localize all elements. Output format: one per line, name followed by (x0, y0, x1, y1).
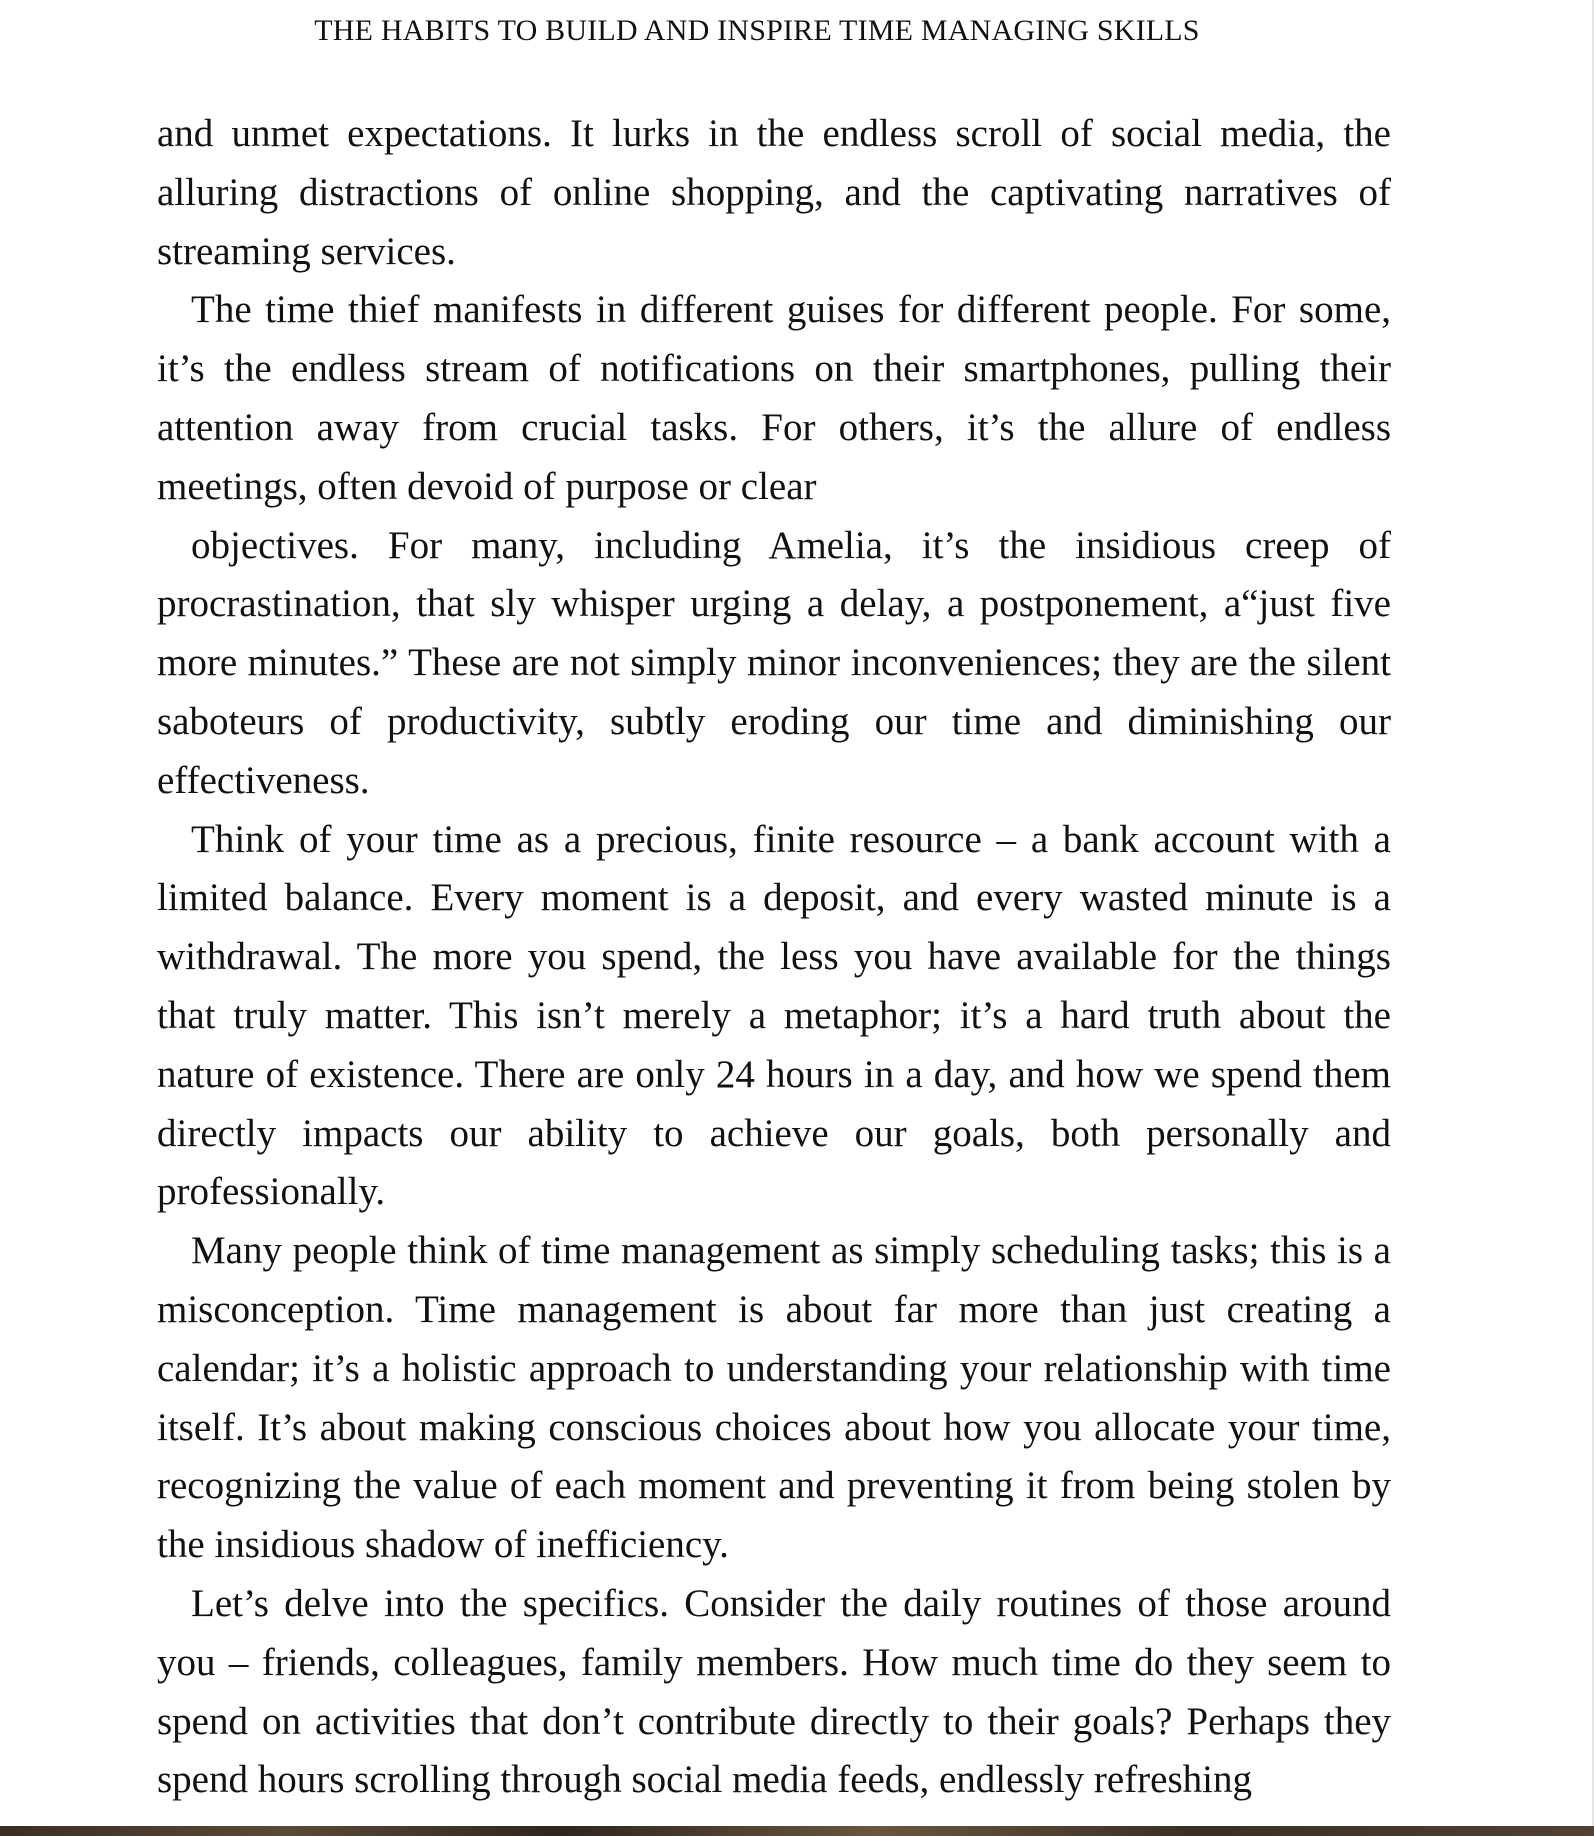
paragraph-5: Many people think of time management as simply scheduling tasks; this is a misconception. Time management is about far more than just creating a calendar; it’s a holistic approach to understanding your relationship with time itself. It’s about making conscious choices about how you allocate your time, recognizing the value of each moment and preventing it from being stolen by the insidious shadow of inefficiency. (157, 1229, 1391, 1567)
background-strip (0, 1826, 1594, 1836)
paragraph-3: objectives. For many, including Amelia, it’s the insidious creep of procrastination, that sly whisper urging a delay, a postponement, a“just five more minutes.” These are not simply minor inconveniences; they are the silent saboteurs of productivity, subtly eroding our time and diminishing our effectiveness. (157, 523, 1391, 802)
page-body (157, 105, 1391, 1810)
paragraph-2: The time thief manifests in different guises for different people. For some, it’s the endless stream of notifications on their smartphones, pulling their attention away from crucial tasks. For others, it’s the allure of endless meetings, often devoid of purpose or clear (157, 288, 1391, 508)
paragraph-1: and unmet expectations. It lurks in the endless scroll of social media, the alluring distractions of online shopping, and the captivating narratives of streaming services. (157, 112, 1391, 273)
paragraph-6: Let’s delve into the specifics. Consider the daily routines of those around you – friends, colleagues, family members. How much time do they seem to spend on activities that don’t contribute directly to their goals? Perhaps they spend hours scrolling through social media feeds, endlessly refreshing (157, 1581, 1391, 1802)
paragraph-4: Think of your time as a precious, finite resource – a bank account with a limited balance. Every moment is a deposit, and every wasted minute is a withdrawal. The more you spend, the less you have available for the things that truly matter. This isn’t merely a metaphor; it’s a hard truth about the nature of existence. There are only 24 hours in a day, and how we spend them directly impacts our ability to achieve our goals, both personally and professionally. (157, 817, 1391, 1214)
running-header: THE HABITS TO BUILD AND INSPIRE TIME MANAGING SKILLS (314, 14, 1200, 47)
